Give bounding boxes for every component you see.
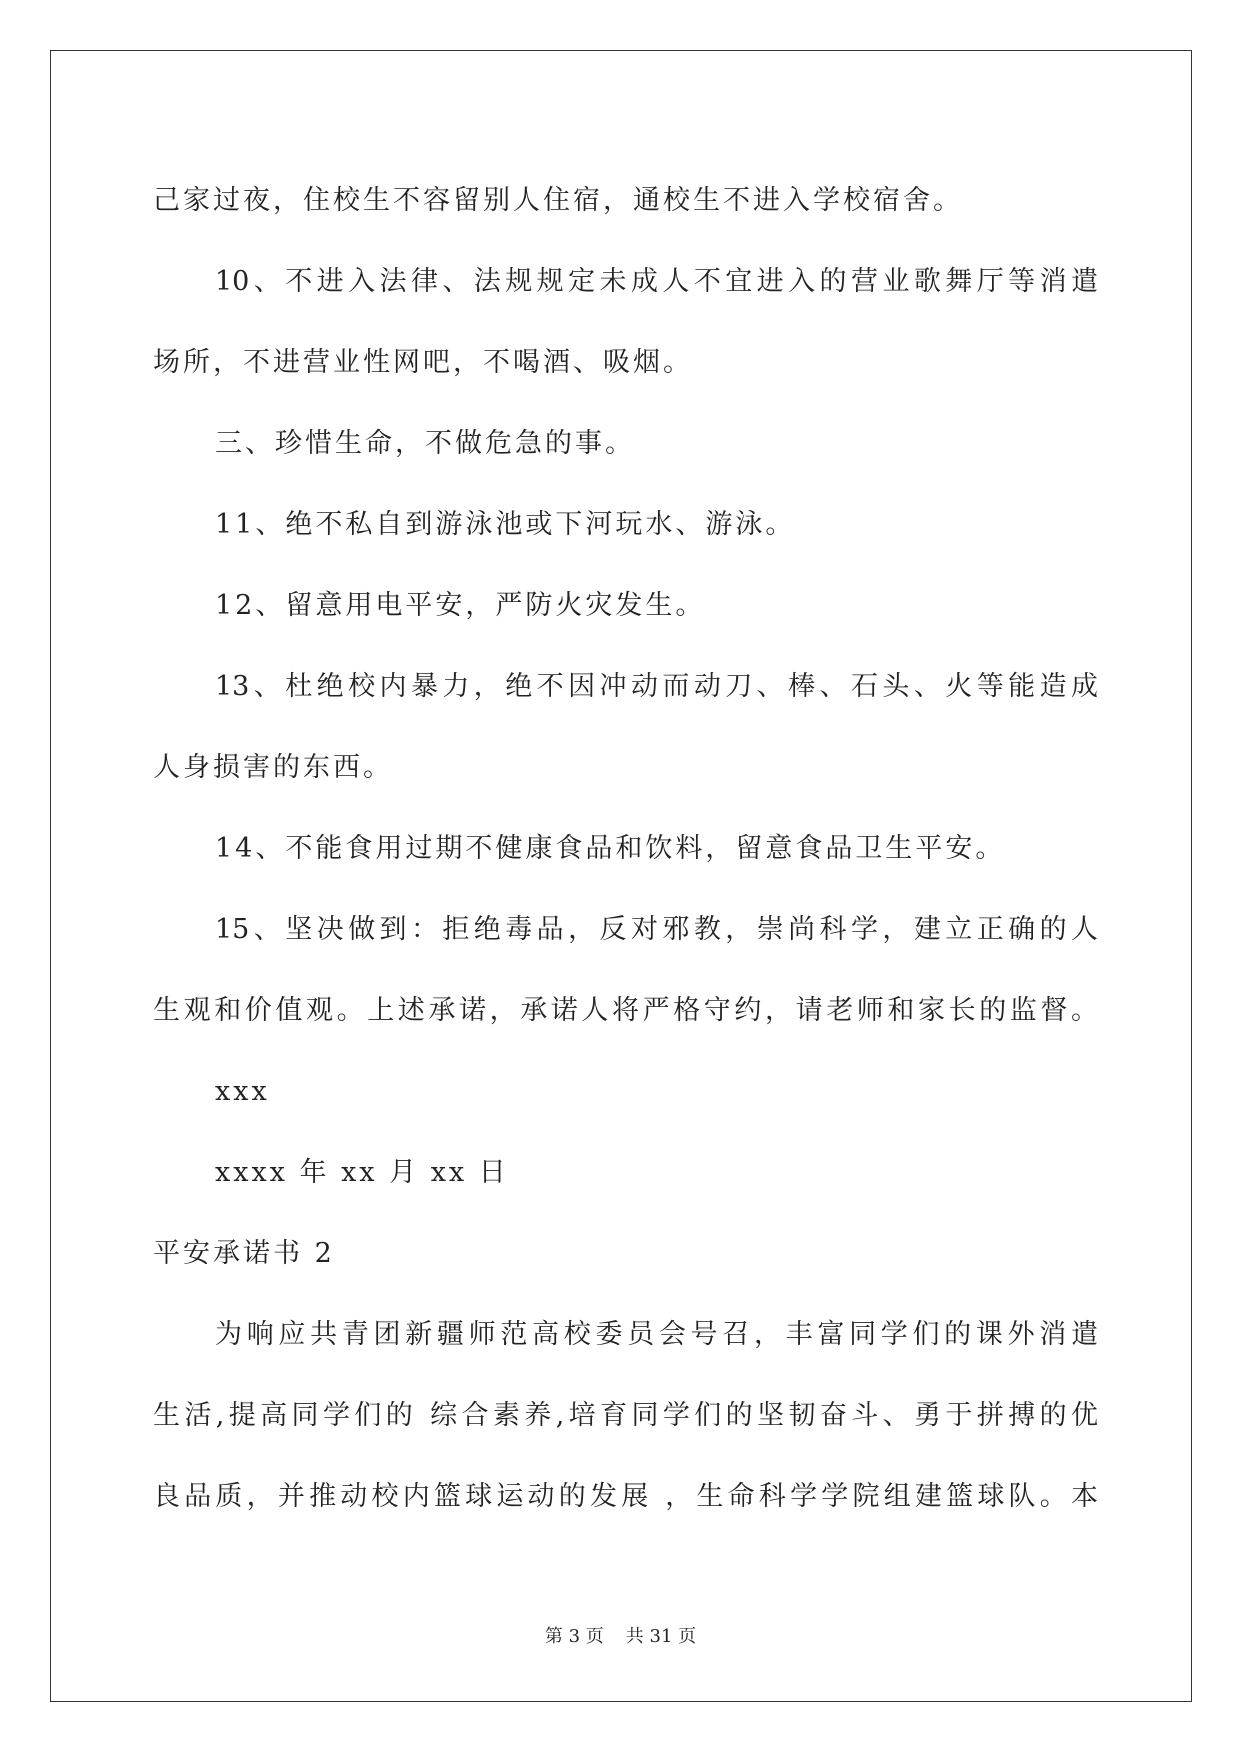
signature-date: xxxx 年 xx 月 xx 日 [215,1157,509,1188]
page-total: 共 31 页 [625,1626,697,1647]
body-line-6: 12、留意用电平安，严防火灾发生。 [215,590,706,621]
body-line-11: 生观和价值观。上述承诺，承诺人将严格守约，请老师和家长的监督。 [153,995,1098,1026]
body-line-10: 15、坚决做到：拒绝毒品，反对邪教，崇尚科学，建立正确的人 [215,914,1098,945]
body-line-3: 场所，不进营业性网吧，不喝酒、吸烟。 [153,347,693,378]
document-body [153,160,1098,1537]
body-line-2: 10、不进入法律、法规规定未成人不宜进入的营业歌舞厅等消遣 [215,266,1098,297]
document-title-2: 平安承诺书 2 [153,1238,335,1269]
body-line-17: 良品质，并推动校内篮球运动的发展 ，生命科学学院组建篮球队。本 [153,1481,1098,1512]
signature-name: xxx [215,1076,270,1107]
body-line-1: 己家过夜，住校生不容留别人住宿，通校生不进入学校宿舍。 [153,185,963,216]
body-line-5: 11、绝不私自到游泳池或下河玩水、游泳。 [215,509,796,540]
page-number: 第 3 页 [544,1626,604,1647]
body-line-9: 14、不能食用过期不健康食品和饮料，留意食品卫生平安。 [215,833,1006,864]
body-line-16: 生活,提高同学们的 综合素养,培育同学们的坚韧奋斗、勇于拼搏的优 [153,1400,1098,1431]
body-line-8: 人身损害的东西。 [153,752,393,783]
body-line-15: 为响应共青团新疆师范高校委员会号召，丰富同学们的课外消遣 [215,1319,1098,1350]
section-heading-three: 三、珍惜生命，不做危急的事。 [215,428,635,459]
body-line-7: 13、杜绝校内暴力，绝不因冲动而动刀、棒、石头、火等能造成 [215,671,1098,702]
page-footer [0,1622,1241,1648]
